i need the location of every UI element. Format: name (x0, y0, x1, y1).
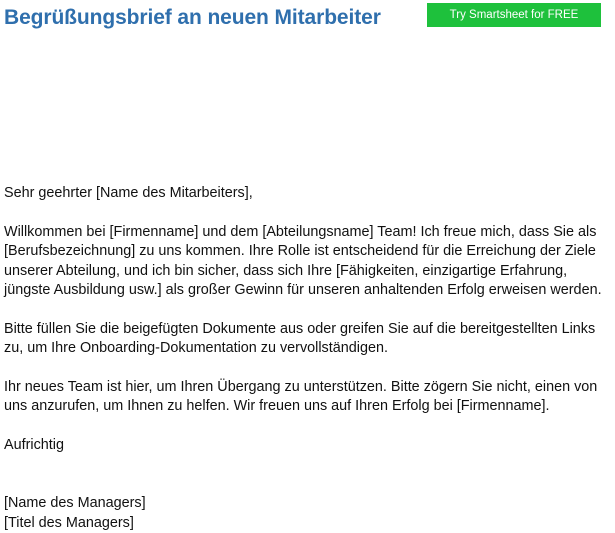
letter-salutation: Sehr geehrter [Name des Mitarbeiters], (4, 185, 253, 201)
signature-space (4, 456, 612, 495)
spacer (4, 417, 612, 436)
page-title: Begrüßungsbrief an neuen Mitarbeiter (4, 6, 381, 29)
signer-name: [Name des Managers] (4, 495, 146, 512)
try-smartsheet-button[interactable]: Try Smartsheet for FREE (427, 3, 601, 27)
letter-body (4, 184, 612, 533)
letter-paragraph-documents: Bitte füllen Sie die beigefügten Dokumente aus oder greifen Sie auf die bereitgestellten Links zu, um Ihre Onboarding-Dokumentation zu vervollständigen. (4, 320, 596, 357)
spacer (4, 203, 612, 222)
letter-paragraph-team: Ihr neues Team ist hier, um Ihren Übergang zu unterstützen. Bitte zögern Sie nicht, einen von uns anzurufen, um Ihnen zu helfen. Wir freuen uns auf Ihren Erfolg bei [Firmenname]. (4, 379, 598, 415)
spacer (4, 300, 612, 319)
letter-paragraph-welcome: Willkommen bei [Firmenname] und dem [Abteilungsname] Team! Ich freue mich, dass Sie als [Berufsbezeichnung] zu uns kommen. Ihre Rolle ist entscheidend für die Erreichung der Ziele unserer Abteilung, und ich bin sicher, dass sich Ihre [Fähigkeiten, einzigartige Erfahrung, jüngste Ausbildung usw.] als großer Gewinn für unseren anhaltenden Erfolg erweisen werden. (4, 223, 602, 299)
letter-closing: Aufrichtig (4, 437, 64, 454)
signer-title: [Titel des Managers] (4, 514, 134, 531)
spacer (4, 359, 612, 378)
